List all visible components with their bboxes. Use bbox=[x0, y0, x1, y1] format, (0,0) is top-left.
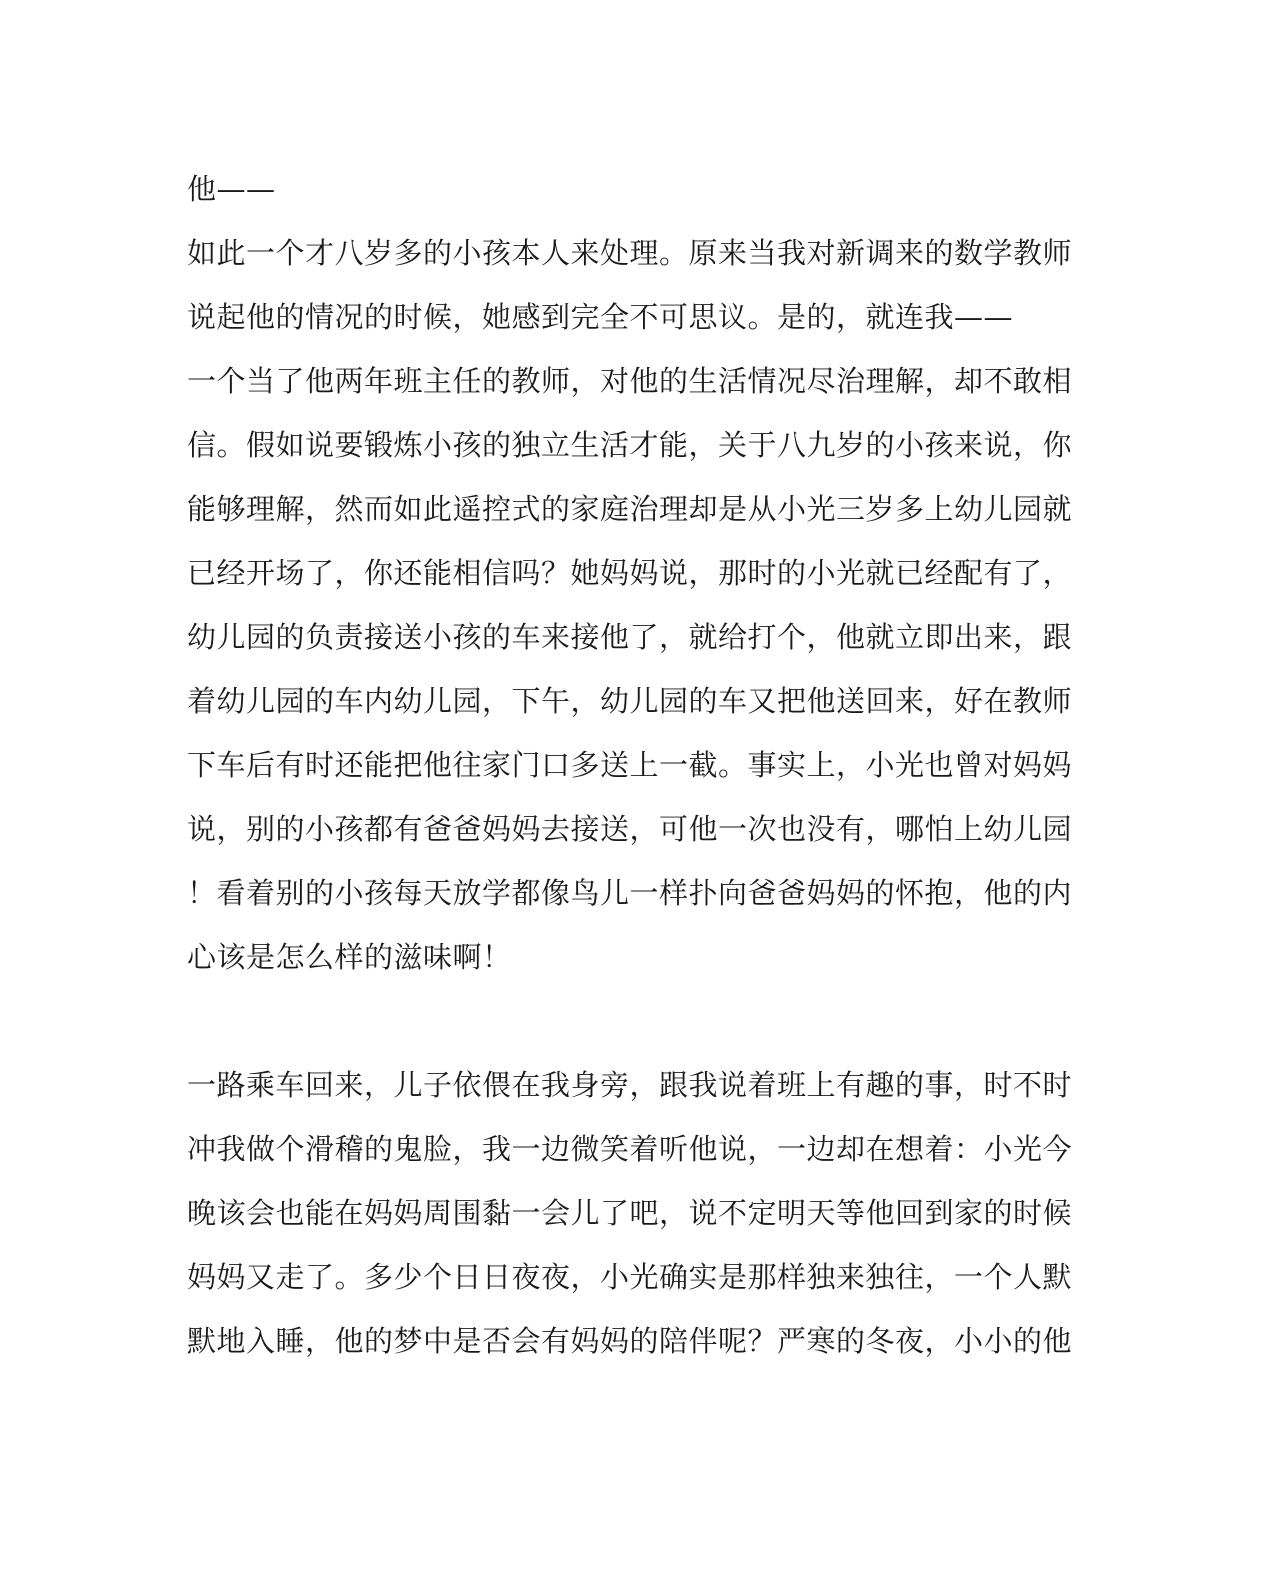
text-line: 信。假如说要锻炼小孩的独立生活才能，关于八九岁的小孩来说，你 bbox=[187, 428, 1073, 462]
text-line: 幼儿园的负责接送小孩的车来接他了，就给打个，他就立即出来，跟 bbox=[187, 620, 1073, 654]
text-line: ！看着别的小孩每天放学都像鸟儿一样扑向爸爸妈妈的怀抱，他的内 bbox=[187, 876, 1073, 910]
text-line: 默地入睡，他的梦中是否会有妈妈的陪伴呢？严寒的冬夜，小小的他 bbox=[187, 1324, 1073, 1358]
text-line: 冲我做个滑稽的鬼脸，我一边微笑着听他说，一边却在想着：小光今 bbox=[187, 1132, 1073, 1166]
text-line: 如此一个才八岁多的小孩本人来处理。原来当我对新调来的数学教师 bbox=[187, 236, 1073, 270]
text-line: 着幼儿园的车内幼儿园，下午，幼儿园的车又把他送回来，好在教师 bbox=[187, 684, 1073, 718]
text-line: 能够理解，然而如此遥控式的家庭治理却是从小光三岁多上幼儿园就 bbox=[187, 492, 1073, 526]
text-line: 晚该会也能在妈妈周围黏一会儿了吧，说不定明天等他回到家的时候 bbox=[187, 1196, 1073, 1230]
text-line: 妈妈又走了。多少个日日夜夜，小光确实是那样独来独往，一个人默 bbox=[187, 1260, 1073, 1294]
text-line: 说起他的情况的时候，她感到完全不可思议。是的，就连我—— bbox=[187, 300, 1014, 334]
text-line: 下车后有时还能把他往家门口多送上一截。事实上，小光也曾对妈妈 bbox=[187, 748, 1073, 782]
text-line: 一个当了他两年班主任的教师，对他的生活情况尽治理解，却不敢相 bbox=[187, 364, 1073, 398]
text-line: 说，别的小孩都有爸爸妈妈去接送，可他一次也没有，哪怕上幼儿园 bbox=[187, 812, 1073, 846]
text-line: 一路乘车回来，儿子依偎在我身旁，跟我说着班上有趣的事，时不时 bbox=[187, 1068, 1073, 1102]
text-line: 心该是怎么样的滋味啊！ bbox=[187, 940, 512, 974]
text-line: 已经开场了，你还能相信吗？她妈妈说，那时的小光就已经配有了， bbox=[187, 556, 1073, 590]
text-line: 他—— bbox=[187, 172, 276, 206]
